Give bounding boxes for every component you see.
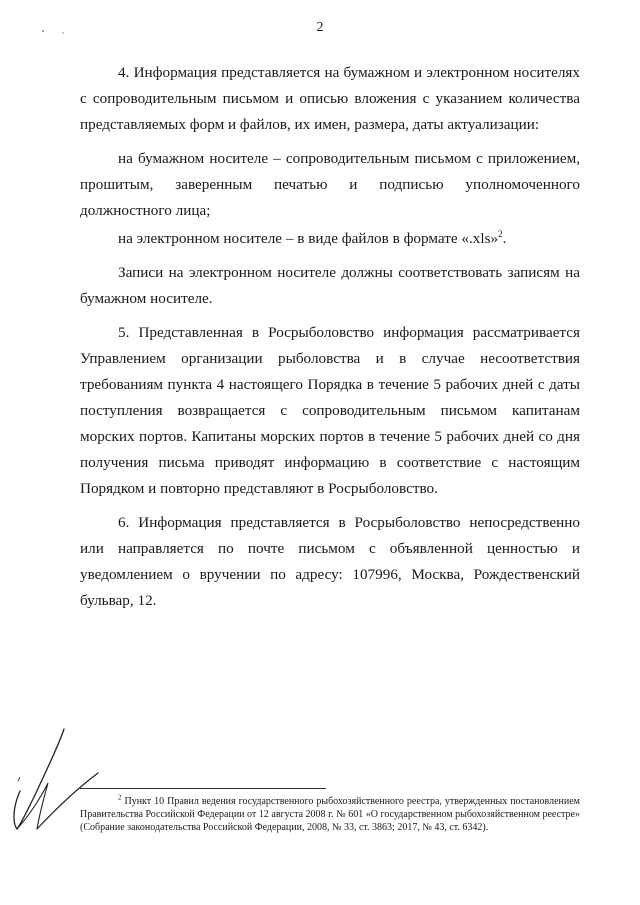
page-number: 2 (316, 20, 324, 35)
footnote-separator (80, 788, 326, 789)
paragraph-paper-media: на бумажном носителе – сопроводительным письмом с приложением, прошитым, заверенным печатью и подписью уполномоченного должностного лица; (80, 150, 580, 219)
footnote (80, 795, 580, 834)
paragraph-records: Записи на электронном носителе должны соответствовать записям на бумажном носителе. (80, 264, 580, 307)
document-body (80, 60, 580, 622)
footnote-marker: 2 (118, 793, 122, 802)
paragraph-electronic-media-text: на электронном носителе – в виде файлов в формате «.xls» (118, 230, 499, 247)
paragraph-electronic-media-tail: . (502, 230, 507, 247)
paragraph-5: 5. Представленная в Росрыболовство информация рассматривается Управлением организации рыболовства и в случае несоответствия требованиям пункта 4 настоящего Порядка в течение 5 рабочих дней с даты поступления возвращается с сопроводительным письмом капитанам морских портов. Капитаны морских портов в течение 5 рабочих дней со дня получения письма приводят информацию в соответствие с настоящим Порядком и повторно представляют в Росрыболовство. (80, 324, 580, 497)
paragraph-4: 4. Информация представляется на бумажном и электронном носителях с сопроводительным письмом и описью вложения с указанием количества представляемых форм и файлов, их имен, размера, даты актуализации: (80, 64, 580, 133)
footnote-reference: 2 (498, 228, 503, 239)
paragraph-6: 6. Информация представляется в Росрыболовство непосредственно или направляется по почте письмом с объявленной ценностью и уведомлением о вручении по адресу: 107996, Москва, Рождественский бульвар, 12. (80, 514, 580, 609)
footnote-text: Пункт 10 Правил ведения государственного рыбохозяйственного реестра, утвержденных постановлением Правительства Российской Федерации от 12 августа 2008 г. № 601 «О государственном рыбохозяйственном реестре» (Собрание законодательства Российской Федерации, 2008, № 33, ст. 3863; 2017, № 43, ст. 6342). (80, 796, 580, 833)
paragraph-electronic-media (80, 226, 580, 252)
